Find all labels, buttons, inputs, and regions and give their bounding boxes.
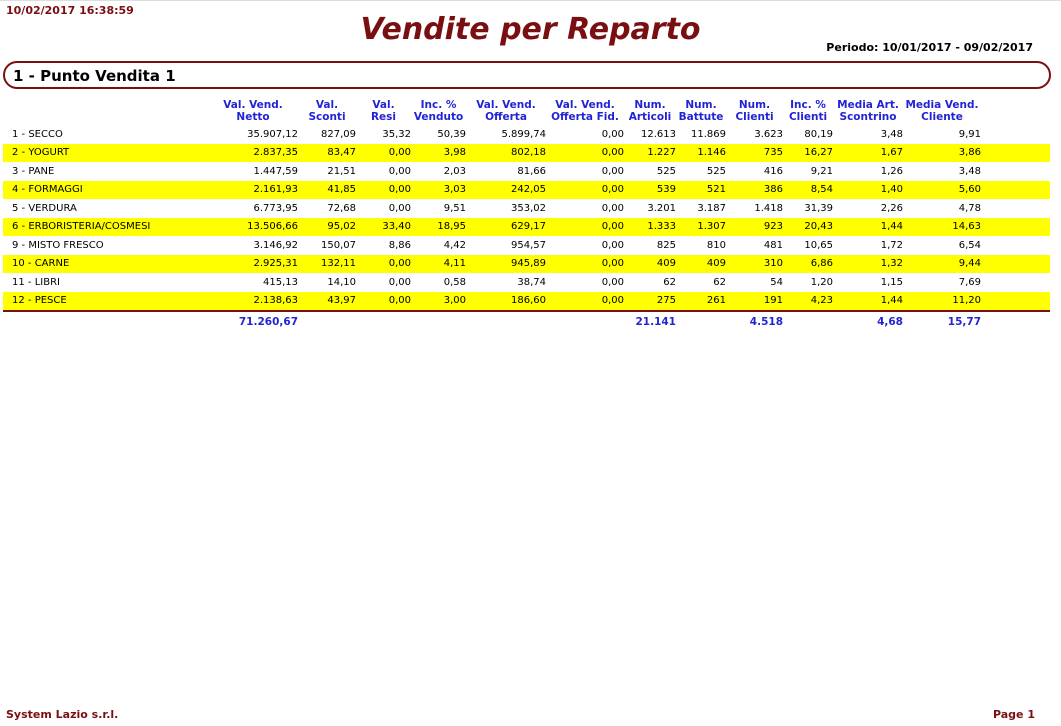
report-timestamp: 10/02/2017 16:38:59 (6, 4, 134, 17)
table-cell: 9,51 (443, 202, 466, 214)
table-cell: 1,20 (810, 276, 833, 288)
table-cell: 386 (726, 181, 783, 200)
table-cell: 4,11 (411, 255, 466, 274)
table-row (3, 144, 1050, 163)
table-row (3, 273, 1050, 292)
table-cell: 8,54 (783, 181, 833, 200)
table-cell: 191 (726, 292, 783, 312)
total-cell: 15,77 (903, 311, 981, 331)
column-header-line1: Inc. % (420, 99, 457, 111)
table-cell: 6,86 (783, 255, 833, 274)
table-cell: 35.907,12 (247, 128, 298, 140)
department-name: 5 - VERDURA (12, 202, 77, 214)
table-cell: 261 (676, 292, 726, 312)
department-name: 4 - FORMAGGI (3, 181, 208, 200)
department-name: 3 - PANE (12, 165, 55, 177)
column-header-line2: Clienti (735, 111, 774, 123)
table-cell: 7,69 (958, 276, 981, 288)
total-cell: 4.518 (726, 311, 783, 331)
table-cell: 9,44 (903, 255, 981, 274)
table-cell: 4,23 (783, 292, 833, 312)
table-cell: 9,21 (810, 165, 833, 177)
table-cell: 5,60 (903, 181, 981, 200)
table-row (3, 199, 1050, 218)
table-cell: 11,20 (903, 292, 981, 312)
department-name: 6 - ERBORISTERIA/COSMESI (3, 218, 208, 237)
store-header (3, 61, 1051, 89)
column-header-line2: Resi (370, 111, 397, 123)
total-cell (783, 311, 833, 331)
table-cell: 132,11 (298, 255, 356, 274)
column-header-line1: Val. Vend. (223, 99, 283, 111)
column-header-line2: Articoli (628, 111, 672, 123)
table-cell: 3,98 (411, 144, 466, 163)
table-cell: 3,48 (958, 165, 981, 177)
table-cell: 4,42 (443, 239, 466, 251)
table-cell: 80,19 (804, 128, 833, 140)
table-cell: 50,39 (437, 128, 466, 140)
table-cell: 0,00 (601, 128, 624, 140)
table-cell: 2.837,35 (208, 144, 298, 163)
column-header-line2: Sconti (308, 111, 346, 123)
table-cell: 1,32 (833, 255, 903, 274)
table-cell: 0,00 (356, 144, 411, 163)
column-header-line1: Num. (634, 99, 666, 111)
company-name: System Lazio s.r.l. (6, 708, 119, 721)
page-number: Page 1 (992, 708, 1035, 721)
table-cell: 12.613 (641, 128, 676, 140)
table-cell: 0,00 (546, 292, 624, 312)
department-name: 9 - MISTO FRESCO (12, 239, 104, 251)
table-cell: 3.623 (754, 128, 783, 140)
table-cell: 186,60 (466, 292, 546, 312)
table-cell: 62 (663, 276, 676, 288)
table-row (3, 162, 1050, 181)
table-row (3, 218, 1050, 237)
table-cell: 353,02 (511, 202, 546, 214)
table-cell: 0,00 (601, 276, 624, 288)
table-cell: 1.146 (676, 144, 726, 163)
table-cell: 3,00 (411, 292, 466, 312)
table-cell: 735 (726, 144, 783, 163)
table-cell: 539 (624, 181, 676, 200)
table-cell: 0,00 (601, 165, 624, 177)
table-row (3, 255, 1050, 274)
column-header (298, 96, 356, 125)
table-cell: 1.333 (624, 218, 676, 237)
table-cell: 825 (656, 239, 676, 251)
table-cell: 629,17 (466, 218, 546, 237)
table-cell: 242,05 (466, 181, 546, 200)
total-cell (298, 311, 356, 331)
column-header (208, 96, 298, 125)
table-cell: 0,00 (388, 165, 411, 177)
table-cell: 1,40 (833, 181, 903, 200)
column-header-line1: Num. (738, 99, 771, 111)
table-cell: 810 (706, 239, 726, 251)
table-cell: 525 (706, 165, 726, 177)
column-header (356, 96, 411, 125)
table-cell: 1,72 (880, 239, 903, 251)
total-cell (466, 311, 546, 331)
table-cell: 4,78 (958, 202, 981, 214)
table-row (3, 236, 1050, 255)
table-cell: 5.899,74 (501, 128, 546, 140)
column-header-line2: Offerta Fid. (551, 111, 619, 123)
total-cell (356, 311, 411, 331)
table-cell: 1.447,59 (253, 165, 298, 177)
total-cell (411, 311, 466, 331)
table-cell: 14,10 (327, 276, 356, 288)
table-cell: 3,48 (880, 128, 903, 140)
table-cell: 0,00 (356, 181, 411, 200)
table-cell: 16,27 (783, 144, 833, 163)
table-cell: 2,03 (443, 165, 466, 177)
table-cell: 1,26 (880, 165, 903, 177)
column-header-line2: Battute (678, 111, 724, 123)
total-cell: 71.260,67 (208, 311, 298, 331)
column-header (411, 96, 466, 125)
table-row (3, 181, 1050, 200)
table-cell: 802,18 (466, 144, 546, 163)
table-cell: 409 (624, 255, 676, 274)
table-cell: 9,91 (958, 128, 981, 140)
department-name: 10 - CARNE (3, 255, 208, 274)
column-header-line1: Media Vend. (905, 99, 979, 111)
table-cell: 2.161,93 (208, 181, 298, 200)
table-cell: 525 (656, 165, 676, 177)
table-cell: 2,26 (880, 202, 903, 214)
table-cell: 1,44 (833, 218, 903, 237)
table-cell: 1,15 (880, 276, 903, 288)
table-cell: 954,57 (511, 239, 546, 251)
table-cell: 3.187 (697, 202, 726, 214)
table-cell: 54 (770, 276, 783, 288)
table-cell: 43,97 (298, 292, 356, 312)
table-cell: 0,00 (546, 255, 624, 274)
table-cell: 2.138,63 (208, 292, 298, 312)
table-cell: 1,67 (833, 144, 903, 163)
table-cell: 3.201 (647, 202, 676, 214)
table-cell: 275 (624, 292, 676, 312)
column-header-line2: Scontrino (839, 111, 897, 123)
total-cell: 4,68 (833, 311, 903, 331)
total-cell: 21.141 (624, 311, 676, 331)
table-cell: 0,00 (546, 144, 624, 163)
table-cell: 10,65 (804, 239, 833, 251)
column-header (726, 96, 783, 125)
total-cell (546, 311, 624, 331)
column-header-line2: Offerta (485, 111, 527, 123)
report-title: Vendite per Reparto (360, 12, 701, 47)
table-cell: 923 (726, 218, 783, 237)
table-cell: 14,63 (903, 218, 981, 237)
table-cell: 95,02 (298, 218, 356, 237)
table-cell: 0,00 (388, 276, 411, 288)
table-cell: 2.925,31 (208, 255, 298, 274)
table-cell: 415,13 (263, 276, 298, 288)
table-cell: 35,32 (382, 128, 411, 140)
department-name: 12 - PESCE (3, 292, 208, 312)
table-cell: 0,58 (443, 276, 466, 288)
table-cell: 0,00 (546, 218, 624, 237)
table-cell: 3.146,92 (253, 239, 298, 251)
table-cell: 310 (726, 255, 783, 274)
table-row (3, 292, 1050, 312)
table-cell: 41,85 (298, 181, 356, 200)
table-cell: 3,03 (411, 181, 466, 200)
table-cell: 38,74 (517, 276, 546, 288)
table-header-row (3, 96, 1050, 125)
table-cell: 18,95 (411, 218, 466, 237)
department-name: 11 - LIBRI (12, 276, 60, 288)
column-header-line2: Netto (236, 111, 270, 123)
column-header-line2: Venduto (413, 111, 464, 123)
department-name: 1 - SECCO (12, 128, 63, 140)
table-cell: 33,40 (356, 218, 411, 237)
column-header-line1: Val. Vend. (555, 99, 615, 111)
table-cell: 0,00 (601, 202, 624, 214)
report-period: Periodo: 10/01/2017 - 09/02/2017 (826, 41, 1033, 54)
table-cell: 945,89 (466, 255, 546, 274)
totals-row (3, 311, 1050, 331)
table-cell: 62 (713, 276, 726, 288)
column-header (3, 96, 208, 125)
column-header-line2: Cliente (921, 111, 963, 123)
table-cell: 21,51 (327, 165, 356, 177)
column-header-line1: Media Art. (837, 99, 899, 111)
table-cell: 3,86 (903, 144, 981, 163)
table-cell: 481 (763, 239, 783, 251)
column-header-line2: Clienti (788, 111, 828, 123)
table-cell: 20,43 (783, 218, 833, 237)
column-header (833, 96, 903, 125)
table-cell: 521 (676, 181, 726, 200)
column-header (903, 96, 981, 125)
column-header-line1: Val. (372, 99, 395, 111)
store-title: 1 - Punto Vendita 1 (13, 67, 176, 85)
column-header-line1: Num. (685, 99, 717, 111)
table-cell: 11.869 (691, 128, 726, 140)
total-cell (3, 311, 208, 331)
table-cell: 416 (763, 165, 783, 177)
column-header-line1: Val. Vend. (476, 99, 536, 111)
sales-by-department-table (3, 96, 1050, 331)
table-cell: 72,68 (327, 202, 356, 214)
column-header (624, 96, 676, 125)
table-cell: 827,09 (321, 128, 356, 140)
table-cell: 1.227 (624, 144, 676, 163)
column-header (783, 96, 833, 125)
table-cell: 13.506,66 (208, 218, 298, 237)
table-cell: 81,66 (517, 165, 546, 177)
table-cell: 31,39 (804, 202, 833, 214)
table-cell: 83,47 (298, 144, 356, 163)
column-header (466, 96, 546, 125)
table-cell: 8,86 (388, 239, 411, 251)
column-header (676, 96, 726, 125)
table-cell: 0,00 (356, 255, 411, 274)
column-header (546, 96, 624, 125)
table-cell: 150,07 (321, 239, 356, 251)
table-cell: 1.307 (676, 218, 726, 237)
table-cell: 1.418 (754, 202, 783, 214)
table-cell: 0,00 (356, 292, 411, 312)
table-row (3, 125, 1050, 144)
department-name: 2 - YOGURT (3, 144, 208, 163)
column-header-line1: Val. (315, 99, 339, 111)
table-cell: 0,00 (601, 239, 624, 251)
top-border (0, 0, 1061, 1)
column-header-line1: Inc. % (790, 99, 826, 111)
table-cell: 409 (676, 255, 726, 274)
total-cell (676, 311, 726, 331)
table-cell: 0,00 (388, 202, 411, 214)
table-cell: 6,54 (958, 239, 981, 251)
table-cell: 0,00 (546, 181, 624, 200)
table-cell: 6.773,95 (253, 202, 298, 214)
table-cell: 1,44 (833, 292, 903, 312)
